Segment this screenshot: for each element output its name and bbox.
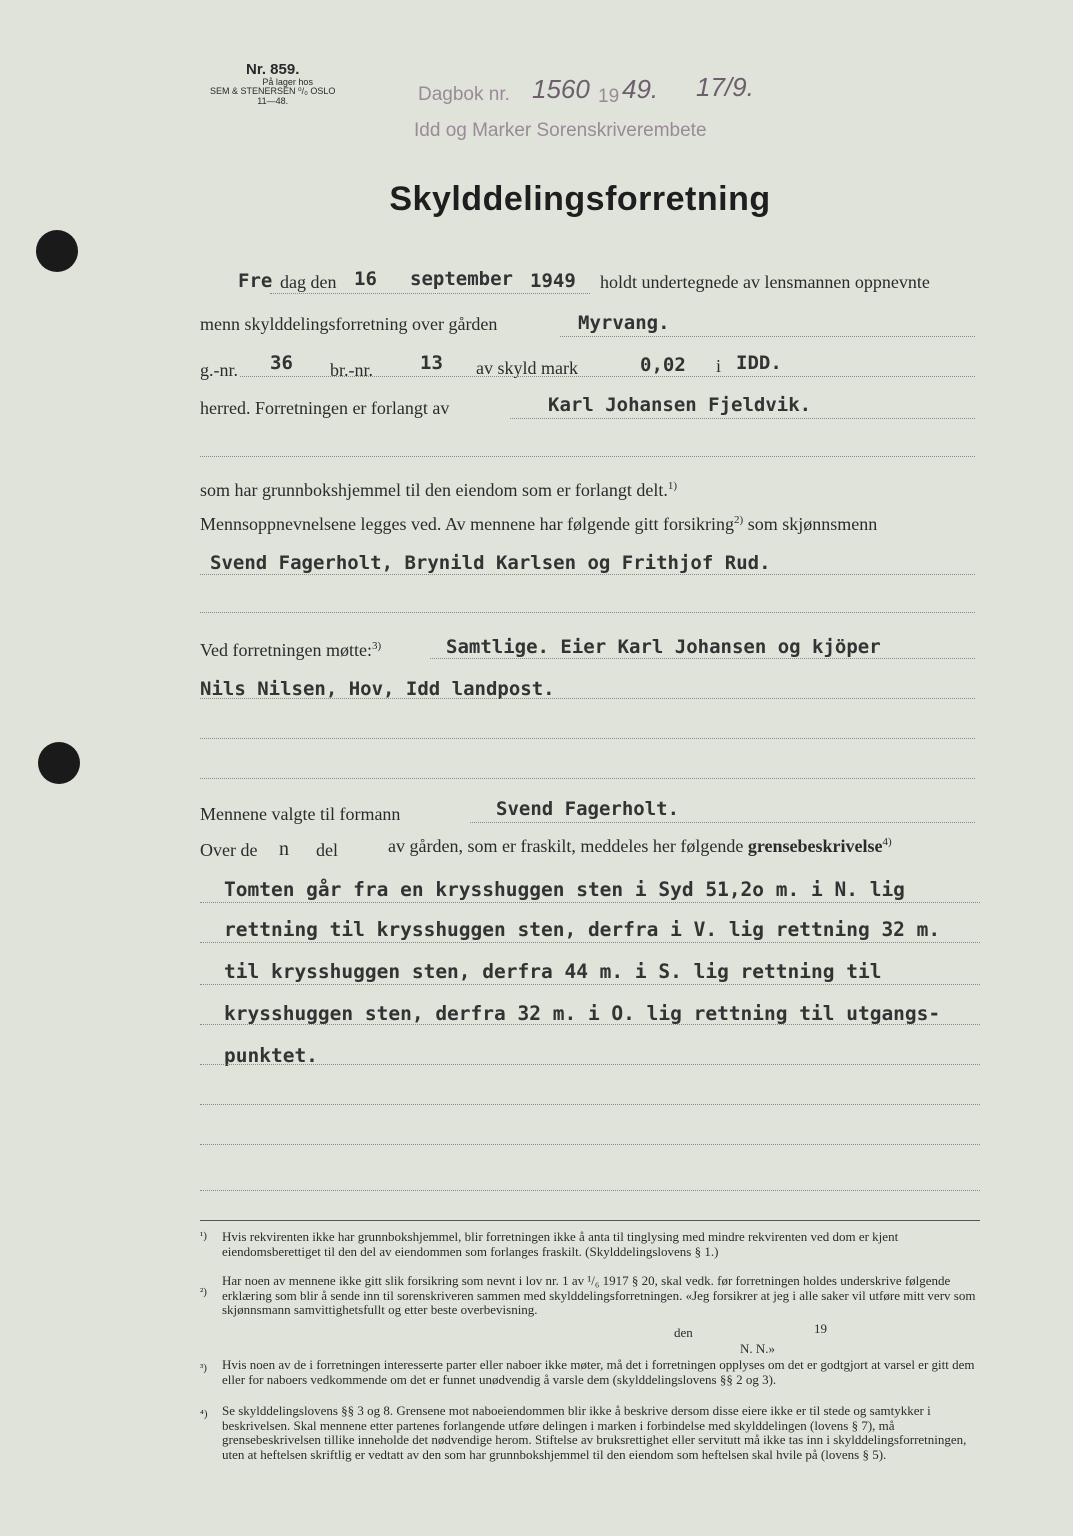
footnote-4: Se skylddelingslovens §§ 3 og 8. Grensene mot naboeiendommen blir ikke å beskrive dersom disse eiere ikke er til stede og samtykker i beskrivelsen. Skal mennene etter partenes forlangende utføre delingen i marken i forbindelse med skylddelingen (lovens § 7), må grensebeskrivelsen tillike inneholde det nødvendige herom. Stiftelse av bruksrettighet eller servitutt må ikke tas inn i skylddelingsforretningen, uten at heftelsen skriftlig er vedtatt av den som har grunnbokshjemmel til den eiendom som heftelsen skal hvile på (lovens § 5). — [222, 1403, 967, 1462]
diary-year: 49. — [622, 74, 659, 104]
weekday-prefix: Fre — [238, 270, 273, 292]
dotline — [200, 738, 975, 739]
boundary-intro-text: av gården, som er fraskilt, meddeles her følgende — [388, 836, 744, 856]
gnr-value: 36 — [270, 352, 293, 374]
dotline — [200, 1190, 980, 1191]
dotline — [200, 1144, 980, 1145]
i-label: i — [716, 356, 722, 376]
footnote-1: Hvis rekvirenten ikke har grunnbokshjemmel, blir forretningen ikke å anta til tinglysing med mindre rekvirenten ved dom er kjent eiendomsberettiget til den del av eiendommen som forlanges fraskilt. (Skylddelingslovens § 1.) — [222, 1229, 899, 1259]
dotline — [200, 456, 975, 457]
footnote-2: Har noen av mennene ikke gitt slik forsikring som nevnt i lov nr. 1 av ¹/₆ 1917 § 20, skal vedk. før forretningen holdes underskrive følgende erklæring som blir å sende inn til sorenskriveren sammen med skylddelingsforretningen. «Jeg forsikrer at jeg i alle saker vil utføre mitt verv som skjønnsmann samvittighetsfullt og etter beste overbevisning. — [222, 1273, 976, 1318]
boundary-heading: grensebeskrivelse — [747, 836, 883, 856]
diary-label: Dagbok nr. — [418, 84, 510, 105]
footnote-ref-3: 3) — [371, 640, 382, 652]
printer-line1: På lager hos — [262, 76, 313, 87]
court-office-stamp: Idd og Marker Sorenskriverembete — [414, 120, 707, 141]
printer-mark — [210, 62, 335, 106]
footnote-mark-3: ³) — [200, 1362, 207, 1374]
desc-line-4: krysshuggen sten, derfra 32 m. i O. lig rettning til utgangs- — [224, 1002, 941, 1025]
punch-hole-bottom — [38, 742, 80, 784]
dotline — [470, 822, 975, 823]
chairman-value: Svend Fagerholt. — [496, 798, 680, 820]
row5-body: som har grunnbokshjemmel til den eiendom som er forlangt delt. — [200, 480, 668, 500]
over-de-label: Over de — [200, 840, 258, 860]
dotline — [200, 1104, 980, 1105]
punch-hole-top — [36, 230, 78, 272]
day-value: 16 — [354, 268, 377, 290]
skyld-label: av skyld mark — [476, 358, 578, 378]
attendees-value-cont: Nils Nilsen, Hov, Idd landpost. — [200, 678, 555, 700]
attendees-label-text: Ved forretningen møtte: — [200, 640, 372, 660]
row1-suffix: holdt undertegnede av lensmannen oppnevnte — [600, 272, 930, 292]
del-label: del — [316, 840, 338, 860]
herred-value: IDD. — [736, 352, 782, 374]
year-value: 1949 — [530, 270, 576, 292]
row6-end: som skjønnsmenn — [747, 514, 878, 534]
row5-text — [200, 480, 677, 501]
printer-line3: 11—48. — [257, 95, 289, 106]
skyld-value: 0,02 — [640, 354, 686, 376]
fn2-signature: N. N.» — [740, 1341, 776, 1356]
desc-line-1: Tomten går fra en krysshuggen sten i Syd 51,2o m. i N. lig — [224, 878, 905, 901]
diary-number: 1560 — [532, 74, 590, 104]
page-title: Skylddelingsforretning — [389, 180, 771, 218]
dotline — [200, 778, 975, 779]
diary-date: 17/9. — [696, 72, 754, 102]
fn2-den: den — [674, 1325, 693, 1340]
fn2-year: 19 — [814, 1321, 827, 1336]
footnote-3: Hvis noen av de i forretningen interesserte parter eller naboer ikke møter, må det i forretningen opplyses om det er godtgjort at varsel er gitt dem eller for naboers vedkommende om det er funnet unødvendig å varsle dem (skylddelingslovens §§ 2 og 3). — [222, 1357, 975, 1387]
row6-body: Mennsoppnevnelsene legges ved. Av mennene har følgende gitt forsikring — [200, 514, 735, 534]
dotline — [200, 698, 975, 699]
dotline — [510, 418, 975, 419]
row6-text — [200, 514, 877, 535]
brnr-value: 13 — [420, 352, 443, 374]
printer-line2: SEM & STENERSEN ⁰/₀ OSLO — [210, 86, 336, 97]
dotline — [240, 376, 975, 377]
dotline — [200, 612, 975, 613]
dotline — [200, 1064, 980, 1065]
boundary-intro — [388, 836, 892, 857]
dotline — [200, 1024, 980, 1025]
farm-name: Myrvang. — [578, 312, 670, 334]
footnote-ref-2: 2) — [734, 514, 744, 526]
brnr-label: br.-nr. — [330, 360, 373, 380]
appraisers-value: Svend Fagerholt, Brynild Karlsen og Frithjof Rud. — [210, 552, 771, 574]
requester-name: Karl Johansen Fjeldvik. — [548, 394, 812, 416]
desc-line-3: til krysshuggen sten, derfra 44 m. i S. lig rettning til — [224, 960, 882, 983]
footnote-ref-4: 4) — [882, 836, 892, 848]
dotline — [200, 984, 980, 985]
dag-den-label: dag den — [280, 272, 337, 292]
month-value: september — [410, 268, 513, 290]
gnr-label: g.-nr. — [200, 360, 238, 380]
dotline — [430, 658, 975, 659]
footnote-mark-1: ¹) — [200, 1230, 207, 1242]
dotline — [560, 336, 975, 337]
attendees-label — [200, 640, 381, 661]
form-number: Nr. 859. — [246, 61, 300, 78]
footnote-mark-4: ⁴) — [200, 1408, 208, 1420]
footnote-separator — [200, 1220, 980, 1221]
footnote-ref-1: 1) — [667, 480, 678, 492]
desc-line-2: rettning til krysshuggen sten, derfra i V. lig rettning 32 m. — [224, 918, 941, 941]
farm-label: menn skylddelingsforretning over gården — [200, 314, 498, 334]
chairman-label: Mennene valgte til formann — [200, 804, 401, 824]
over-de-value: n — [279, 838, 289, 860]
dotline — [200, 942, 980, 943]
requester-label: herred. Forretningen er forlangt av — [200, 398, 450, 418]
diary-year-prefix: 19 — [598, 86, 620, 107]
dotline — [200, 902, 980, 903]
attendees-value: Samtlige. Eier Karl Johansen og kjöper — [446, 636, 881, 658]
desc-line-5: punktet. — [224, 1044, 318, 1067]
dotline — [270, 293, 590, 294]
footnote-mark-2: ²) — [200, 1286, 207, 1298]
dotline — [200, 574, 975, 575]
